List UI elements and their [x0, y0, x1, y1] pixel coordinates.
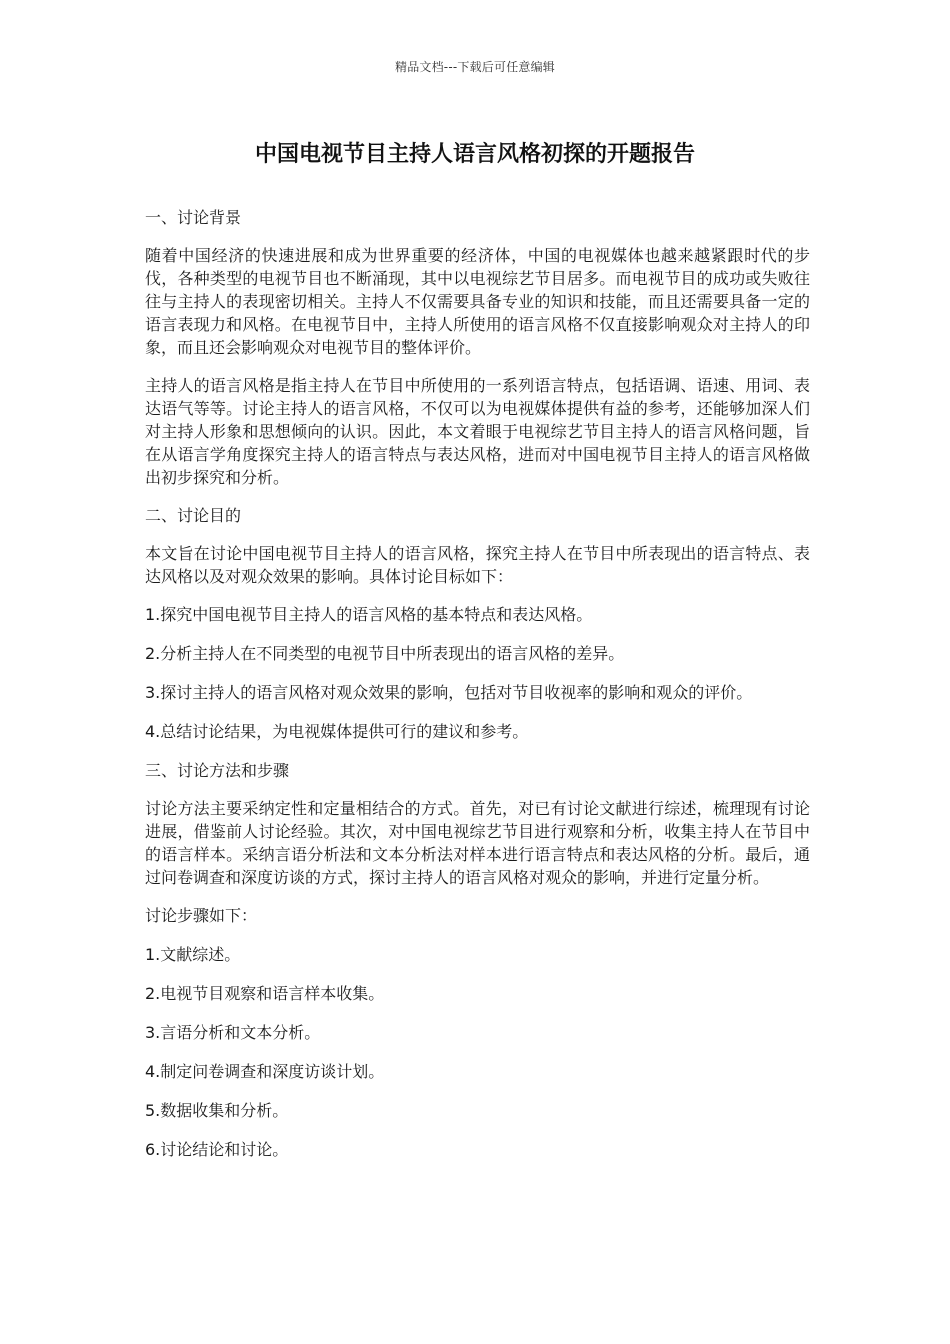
purpose-intro: 本文旨在讨论中国电视节目主持人的语言风格，探究主持人在节目中所表现出的语言特点、表达风格以及对观众效果的影响。具体讨论目标如下： [145, 544, 810, 586]
header-note: 精品文档---下载后可任意编辑 [395, 60, 555, 74]
method-step-3: 3.言语分析和文本分析。 [145, 1023, 321, 1042]
purpose-item-3: 3.探讨主持人的语言风格对观众效果的影响，包括对节目收视率的影响和观众的评价。 [145, 683, 753, 702]
document-title: 中国电视节目主持人语言风格初探的开题报告 [254, 142, 695, 167]
purpose-item-2: 2.分析主持人在不同类型的电视节目中所表现出的语言风格的差异。 [145, 644, 625, 663]
method-step-6: 6.讨论结论和讨论。 [145, 1140, 289, 1159]
section-heading-method: 三、讨论方法和步骤 [145, 761, 290, 780]
section-heading-purpose: 二、讨论目的 [145, 506, 242, 525]
purpose-item-4: 4.总结讨论结果，为电视媒体提供可行的建议和参考。 [145, 722, 529, 741]
method-step-4: 4.制定问卷调查和深度访谈计划。 [145, 1062, 385, 1081]
method-step-1: 1.文献综述。 [145, 945, 241, 964]
background-paragraph-2: 主持人的语言风格是指主持人在节目中所使用的一系列语言特点，包括语调、语速、用词、表达语气等等。讨论主持人的语言风格，不仅可以为电视媒体提供有益的参考，还能够加深人们对主持人形象和思想倾向的认识。因此，本文着眼于电视综艺节目主持人的语言风格问题，旨在从语言学角度探究主持人的语言特点与表达风格，进而对中国电视节目主持人的语言风格做出初步探究和分析。 [145, 376, 810, 487]
method-step-5: 5.数据收集和分析。 [145, 1101, 289, 1120]
section-heading-background: 一、讨论背景 [145, 208, 242, 227]
method-steps-intro: 讨论步骤如下： [145, 906, 258, 925]
method-paragraph: 讨论方法主要采纳定性和定量相结合的方式。首先，对已有讨论文献进行综述，梳理现有讨论进展，借鉴前人讨论经验。其次，对中国电视综艺节目进行观察和分析，收集主持人在节目中的语言样本。采纳言语分析法和文本分析法对样本进行语言特点和表达风格的分析。最后，通过问卷调查和深度访谈的方式，探讨主持人的语言风格对观众的影响，并进行定量分析。 [145, 799, 810, 887]
document-body [145, 206, 810, 1177]
purpose-item-1: 1.探究中国电视节目主持人的语言风格的基本特点和表达风格。 [145, 605, 593, 624]
method-step-2: 2.电视节目观察和语言样本收集。 [145, 984, 385, 1003]
background-paragraph-1: 随着中国经济的快速进展和成为世界重要的经济体，中国的电视媒体也越来越紧跟时代的步伐，各种类型的电视节目也不断涌现，其中以电视综艺节目居多。而电视节目的成功或失败往往与主持人的表现密切相关。主持人不仅需要具备专业的知识和技能，而且还需要具备一定的语言表现力和风格。在电视节目中，主持人所使用的语言风格不仅直接影响观众对主持人的印象，而且还会影响观众对电视节目的整体评价。 [145, 246, 810, 357]
